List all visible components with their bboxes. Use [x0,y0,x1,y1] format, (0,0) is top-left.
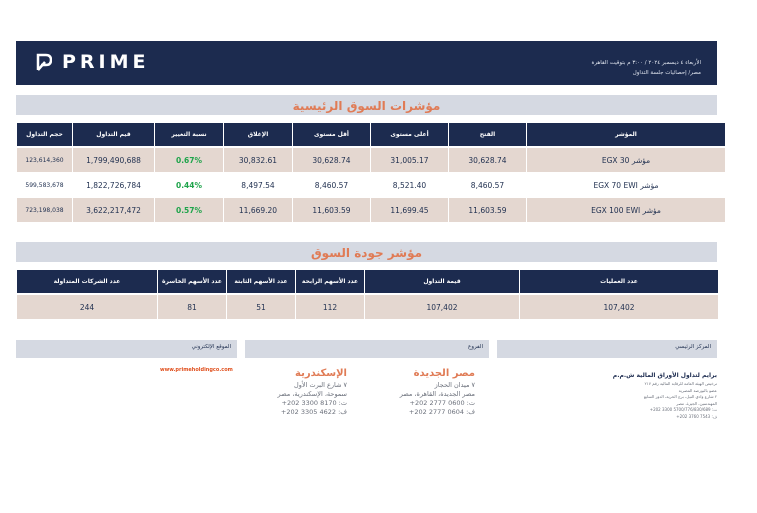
hq-line: ترخيص الهيئة العامة للرقابة المالية رقم ٢١٧ [644,381,717,386]
branch-line: ف: 4622 3305 202+ [280,408,347,416]
table-cell: 31,005.17 [371,148,448,173]
table-cell: 11,699.45 [371,198,448,223]
website-link[interactable]: www.primeholdingco.com [160,367,233,373]
col-header: عدد العمليات [520,270,718,295]
website-label-bar: الموقع الإلكتروني [16,340,237,358]
table-row [17,198,725,223]
index-name: مؤشر EGX 30 [527,148,725,173]
col-header: أقل مستوى [293,123,370,148]
hq-line: ف: 7543 3760 202+ [676,413,717,419]
table-cell: 8,460.57 [293,173,370,198]
hq-label-bar: المركز الرئيسي [497,340,717,358]
table-cell: 30,628.74 [449,148,526,173]
col-header: المؤشر [527,123,725,148]
table-cell: 107,402 [365,295,519,320]
col-header: قيمة التداول [365,270,519,295]
col-header: الفتح [449,123,526,148]
branch-line: ت: 0600 2777 202+ [409,399,475,407]
report-date: الأربعاء ٤ ديسمبر ٢٠٢٤ / ٣:٠٠ م بتوقيت القاهرة [591,60,701,66]
index-name: مؤشر EGX 100 EWI [527,198,725,223]
brand-logo [36,52,150,72]
table-row [17,173,725,198]
indices-table [16,123,726,223]
table-row [17,148,725,173]
report-header [16,41,717,85]
table-row [17,295,718,320]
col-header: قيم التداول [73,123,154,148]
hq-address [607,372,717,420]
brand-name: PRIME [62,51,150,73]
cairo-branch [355,368,475,417]
index-name: مؤشر EGX 70 EWI [527,173,725,198]
change-cell: 0.57% [155,198,223,223]
col-header: نسبة التغيير [155,123,223,148]
branch-line: ت: 8170 3300 202+ [281,399,347,407]
col-header: أعلى مستوى [371,123,448,148]
hq-name: برايم لتداول الأوراق المالية ش.م.م [612,372,717,379]
quality-table [16,270,719,320]
change-cell: 0.67% [155,148,223,173]
col-header: عدد الشركات المتداولة [17,270,157,295]
col-header: عدد الأسهم الرابحة [296,270,364,295]
table-cell: 81 [158,295,226,320]
hq-line: المهندسين، الجيزة، مصر [676,400,717,406]
table-cell: 1,822,726,784 [73,173,154,198]
col-header: الإغلاق [224,123,292,148]
table-cell: 11,603.59 [293,198,370,223]
table-cell: 11,669.20 [224,198,292,223]
col-header: حجم التداول [17,123,72,148]
table-cell: 107,402 [520,295,718,320]
table-cell: 11,603.59 [449,198,526,223]
branch-line: ف: 0604 2777 202+ [408,408,475,416]
table-cell: 8,497.54 [224,173,292,198]
branch-line: مصر الجديدة، القاهرة، مصر [399,390,475,398]
col-header: عدد الأسهم الخاسرة [158,270,226,295]
branches-label-bar: الفروع [245,340,489,358]
table-cell: 1,799,490,688 [73,148,154,173]
session-info [591,58,701,78]
table-cell: 723,198,038 [17,198,72,223]
prime-logo-icon [36,53,52,71]
table-cell: 3,622,217,472 [73,198,154,223]
quality-header-row [17,270,718,295]
change-cell: 0.44% [155,173,223,198]
indices-section-title: مؤشرات السوق الرئيسية [16,95,717,115]
table-cell: 30,628.74 [293,148,370,173]
table-cell: 112 [296,295,364,320]
table-cell: 30,832.61 [224,148,292,173]
branch-line: ٧ ميدان الحجاز [434,381,475,389]
indices-header-row [17,123,725,148]
table-cell: 8,460.57 [449,173,526,198]
table-cell: 123,614,360 [17,148,72,173]
hq-line: ت: 5700/776/830/689 3300 202+ [649,407,717,412]
table-cell: 244 [17,295,157,320]
branch-title: مصر الجديدة [413,368,475,379]
alex-branch [227,368,347,417]
branch-line: سموحة، الإسكندرية، مصر [277,390,347,398]
col-header: عدد الأسهم الثابتة [227,270,295,295]
report-subtitle: مصر/ إحصائيات جلسة التداول [632,70,701,76]
branch-line: ٧ شارع البرت الأول [294,381,347,389]
quality-section-title: مؤشر جودة السوق [16,242,717,262]
branch-title: الإسكندرية [295,368,347,379]
table-cell: 51 [227,295,295,320]
table-cell: 599,583,678 [17,173,72,198]
hq-line: ٢ شارع وادي النيل، برج الحرية، الدور السابع [643,394,717,399]
hq-line: عضو بالبورصة المصرية [678,387,717,393]
table-cell: 8,521.40 [371,173,448,198]
